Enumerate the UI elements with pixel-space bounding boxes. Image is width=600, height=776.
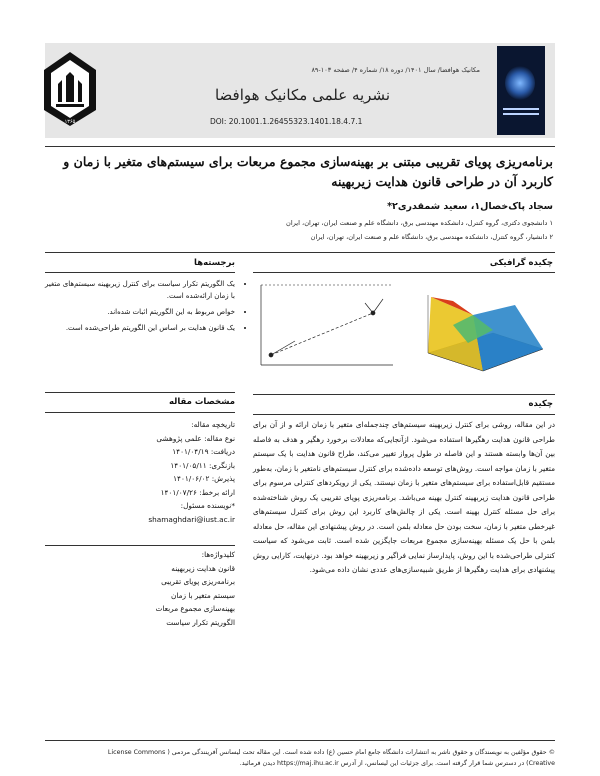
cover-text-lines	[503, 108, 539, 110]
revised-date: بازنگری: ۱۴۰۱/۰۵/۱۱	[170, 460, 235, 470]
highlights-heading: برجسته‌ها	[194, 258, 235, 268]
surface-plot	[428, 295, 543, 371]
corresponding-email[interactable]: shamaghdari@iust.ac.ir	[148, 514, 235, 524]
article-authors: سجاد پاک‌خصال۱، سعید شمقدری۲*	[387, 201, 553, 212]
university-logo	[40, 50, 100, 128]
article-title: برنامه‌ریزی پویای تقریبی مبتنی بر بهینه‌سازی مجموع مربعات برای سیستم‌های متغیر با زمان و کاربرد آن در طراحی قانون هدایت زیربهینه	[63, 154, 553, 189]
svg-text:۱۳۶۵: ۱۳۶۵	[64, 119, 76, 125]
engagement-geometry-diagram	[261, 285, 393, 365]
keyword: سیستم متغیر با زمان	[171, 590, 235, 600]
abstract-rule	[253, 414, 555, 415]
keyword: الگوریتم تکرار سیاست	[166, 617, 235, 627]
graphic-rule	[253, 272, 555, 273]
info-rule-top	[45, 392, 235, 393]
received-date: دریافت: ۱۴۰۱/۰۴/۱۹	[172, 447, 235, 456]
title-divider	[45, 252, 555, 253]
header-divider	[45, 146, 555, 147]
license-line-2[interactable]: Creative) در دسترس شما قرار گرفته است. برای جزئیات این لیسانس، از آدرس https://maj.ihu.ac.ir دیدن فرمائید.	[239, 760, 555, 767]
online-date: ارائه برخط: ۱۴۰۱/۰۷/۲۶	[160, 487, 235, 497]
journal-name: نشریه علمی مکانیک هوافضا	[214, 86, 390, 104]
highlights-list	[45, 278, 249, 338]
graphical-abstract-heading: چکیده گرافیکی	[489, 258, 553, 268]
graphical-abstract-figure	[253, 275, 555, 390]
cover-glow	[505, 66, 535, 100]
highlight-item: • یک الگوریتم تکرار سیاست برای کنترل زیربهینه سیستم‌های متغیر با زمان ارائه‌شده است.	[45, 278, 235, 302]
keywords-rule	[45, 545, 235, 546]
article-type: نوع مقاله: علمی پژوهشی	[156, 433, 235, 443]
keyword: قانون هدایت زیربهینه	[171, 563, 235, 573]
corresponding-label: *نویسنده مسئول:	[180, 501, 235, 510]
abstract-rule-top	[253, 394, 555, 395]
article-info	[45, 418, 235, 526]
keyword: برنامه‌ریزی پویای تقریبی	[161, 577, 235, 586]
article-info-heading: مشخصات مقاله	[168, 397, 235, 407]
keyword: بهینه‌سازی مجموع مربعات	[155, 604, 235, 613]
affiliation-1: ۱ دانشجوی دکتری، گروه کنترل، دانشکده مهندسی برق، دانشگاه علم و صنعت ایران، تهران، ایران	[285, 219, 553, 227]
affiliation-2: ۲ دانشیار، گروه کنترل، دانشکده مهندسی برق، دانشگاه علم و صنعت ایران، تهران، ایران	[310, 233, 553, 241]
keywords	[45, 548, 235, 629]
license-line-1: © حقوق مؤلفین به نویسندگان و حقوق ناشر به انتشارات دانشگاه جامع امام حسین (ع) داده شده است. این مقاله تحت لیسانس آفرینندگی مردمی ( License Commons	[107, 749, 555, 756]
keywords-label: کلیدواژه‌ها:	[201, 550, 235, 559]
info-rule	[45, 412, 235, 413]
abstract-heading: چکیده	[528, 399, 553, 409]
journal-cover-image	[497, 46, 545, 135]
accepted-date: پذیرش: ۱۴۰۱/۰۶/۰۲	[173, 474, 235, 483]
footer-divider	[45, 740, 555, 741]
highlights-rule	[45, 272, 235, 273]
highlight-item: • خواص مربوط به این الگوریتم اثبات شده‌اند.	[45, 306, 235, 318]
history-label: تاریخچه مقاله:	[191, 420, 235, 429]
abstract-text: در این مقاله، روشی برای کنترل زیربهینه سیستم‌های چندجمله‌ای متغیر با زمان ارائه و از آن برای طراحی قانون هدایت رهگیرها استفاده می‌شود. ازآنجایی‌که معادلات برخورد رهگیر و هدف به فاصله بین آن‌ها وابسته هستند و این فاصله در طول پرواز تغییر می‌کند، طراح قانون هدایت با یک سیستم متغیر با زمان مواجه است. روش‌های توسعه داده‌شده برای کنترل سیستم‌های نامتغیر با زمان، به‌طور مستقیم قابل‌استفاده برای سیستم‌های متغیر با زمان نیستند. یکی از رویکردهای کنترلی مرسوم برای طراحی قانون هدایت زیربهینه کنترل بهینه می‌باشد. برنامه‌ریزی پویای تقریبی یک روش شناخته‌شده برای حل مسئله کنترل بهینه است. یکی از چالش‌های کاربرد این روش برای کنترل سیستم‌های غیرخطی متغیر با زمان، سخت بودن حل معادله بلمن است. در روش پیشنهادی این مقاله، حل معادله بلمن با حل یک مسئله بهینه‌سازی مجموع مربعات جایگزین شده است. ثابت می‌شود که سیاست کنترلی طراحی‌شده با این روش، پایدارساز نمایی فراگیر و زیربهینه خواهد بود. درنهایت، کارایی روش پیشنهادی برای هدایت رهگیرها از طریق شبیه‌سازی‌های عددی نشان داده می‌شود.	[252, 420, 555, 574]
doi[interactable]: DOI: 20.1001.1.26455323.1401.18.4.7.1	[210, 117, 363, 126]
license-footer	[45, 747, 555, 769]
highlight-item: • یک قانون هدایت بر اساس این الگوریتم طراحی‌شده است.	[45, 322, 235, 334]
journal-issue-info: مکانیک هوافضا/ سال ۱۴۰۱/ دوره ۱۸/ شماره ۴/ صفحه ۱۰۳-۸۹	[311, 66, 480, 74]
